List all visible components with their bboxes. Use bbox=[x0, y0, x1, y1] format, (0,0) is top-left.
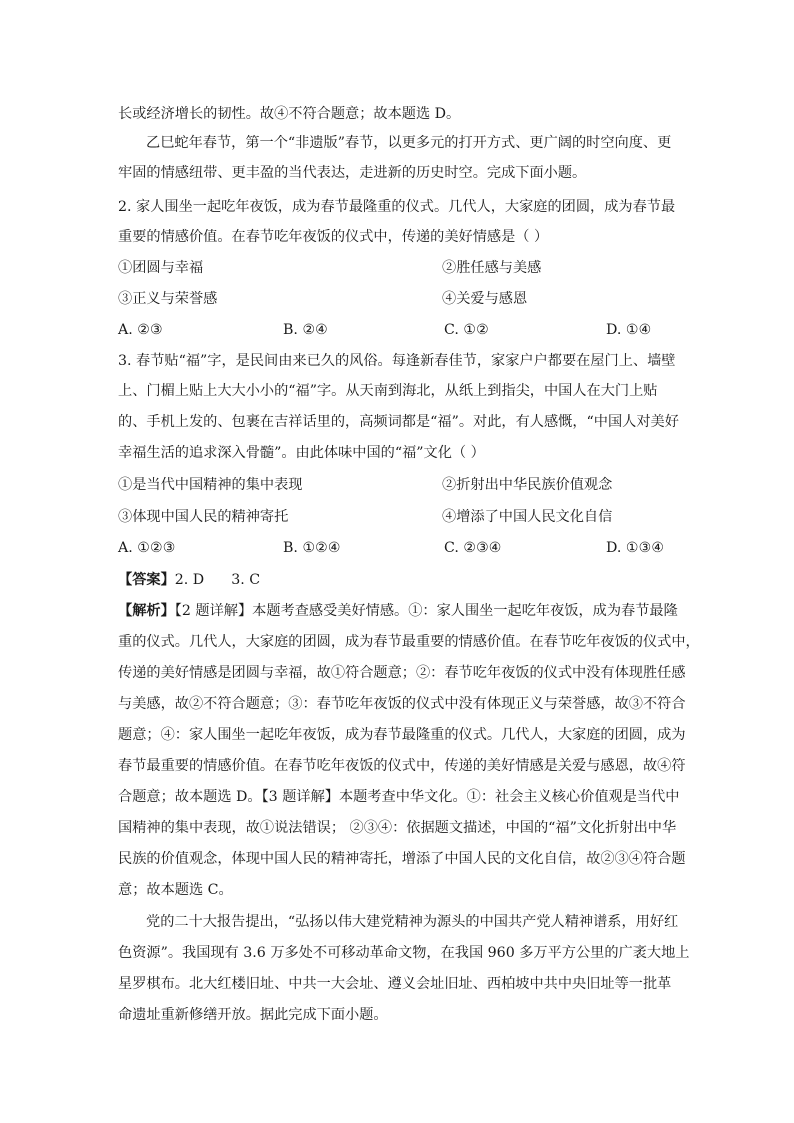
text-line: 乙巳蛇年春节，第一个“非遗版”春节，以更多元的打开方式、更广阔的时空向度、更 bbox=[146, 135, 672, 151]
question-2-stem: 重要的情感价值。在春节吃年夜饭的仪式中，传递的美好情感是（ ） bbox=[118, 229, 549, 245]
text-line: 牢固的情感纽带、更丰盈的当代表达，走进新的历史时空。完成下面小题。 bbox=[118, 165, 587, 181]
q3-option-b: B. ①②④ bbox=[283, 540, 341, 556]
analysis-label: 【解析】 bbox=[118, 603, 175, 619]
question-3-stem: 上、门楣上贴上大大小小的“福”字。从天南到海北，从纸上到指尖，中国人在大门上贴 bbox=[118, 383, 658, 399]
question-3-stem: 的、手机上发的、包裹在吉祥话里的，高频词都是“福”。对此，有人感慨，“中国人对美好 bbox=[118, 414, 679, 430]
q3-item: ③体现中国人民的精神寄托 bbox=[118, 509, 289, 525]
analysis-line: 意；故本题选 C。 bbox=[118, 882, 233, 898]
q3-item: ②折射出中华民族价值观念 bbox=[442, 477, 613, 493]
question-2-stem: 2. 家人围坐一起吃年夜饭，成为春节最隆重的仪式。几代人，大家庭的团圆，成为春节最 bbox=[118, 199, 676, 215]
analysis-line: 民族的价值观念，体现中国人民的精神寄托，增添了中国人民的文化自信，故②③④符合题 bbox=[118, 851, 686, 867]
q3-item: ④增添了中国人民文化自信 bbox=[442, 509, 613, 525]
q3-option-a: A. ①②③ bbox=[118, 540, 176, 556]
text-line: 星罗棋布。北大红楼旧址、中共一大会址、遵义会址旧址、西柏坡中共中央旧址等一批革 bbox=[118, 976, 672, 992]
text-line: 色资源”。我国现有 3.6 万多处不可移动革命文物，在我国 960 多万平方公里的广袤大地上 bbox=[118, 945, 690, 961]
q2-item: ②胜任感与美感 bbox=[442, 260, 542, 276]
analysis-line: 国精神的集中表现，故①说法错误； ②③④：依据题文描述，中国的“福”文化折射出中华 bbox=[118, 820, 677, 836]
text-line: 长或经济增长的韧性。故④不符合题意；故本题选 D。 bbox=[118, 106, 461, 122]
q2-item: ③正义与荣誉感 bbox=[118, 291, 218, 307]
analysis-line: 传递的美好情感是团圆与幸福，故①符合题意；②：春节吃年夜饭的仪式中没有体现胜任感 bbox=[118, 665, 686, 681]
analysis-text: 【2 题详解】本题考查感受美好情感。①：家人围坐一起吃年夜饭，成为春节最隆 bbox=[174, 603, 678, 619]
analysis-line: 与美感，故②不符合题意；③：春节吃年夜饭的仪式中没有体现正义与荣誉感，故③不符合 bbox=[118, 696, 686, 712]
q3-item: ①是当代中国精神的集中表现 bbox=[118, 477, 303, 493]
text-line: 党的二十大报告提出，“弘扬以伟大建党精神为源头的中国共产党人精神谱系，用好红 bbox=[146, 914, 679, 930]
analysis-line bbox=[118, 601, 678, 621]
analysis-line: 春节最重要的情感价值。在春节吃年夜饭的仪式中，传递的美好情感是关爱与感恩，故④符 bbox=[118, 758, 686, 774]
q2-option-c: C. ①② bbox=[444, 322, 489, 338]
answer-label: 【答案】 bbox=[118, 572, 175, 588]
question-3-stem: 幸福生活的追求深入骨髓”。由此体味中国的“福”文化（ ） bbox=[118, 445, 485, 461]
q2-item: ①团圆与幸福 bbox=[118, 260, 204, 276]
analysis-line: 重的仪式。几代人，大家庭的团圆，成为春节最重要的情感价值。在春节吃年夜饭的仪式中， bbox=[118, 634, 700, 650]
question-3-stem: 3. 春节贴“福”字，是民间由来已久的风俗。每逢新春佳节，家家户户都要在屋门上、墙壁 bbox=[118, 353, 676, 369]
answer-text: 2. D 3. C bbox=[174, 572, 261, 588]
q2-item: ④关爱与感恩 bbox=[442, 291, 528, 307]
q2-option-a: A. ②③ bbox=[118, 322, 163, 338]
q3-option-d: D. ①③④ bbox=[606, 540, 665, 556]
analysis-line: 题意；④：家人围坐一起吃年夜饭，成为春节最隆重的仪式。几代人，大家庭的团圆，成为 bbox=[118, 727, 686, 743]
q2-option-d: D. ①④ bbox=[606, 322, 652, 338]
answer-line bbox=[118, 570, 260, 590]
q3-option-c: C. ②③④ bbox=[444, 540, 502, 556]
q2-option-b: B. ②④ bbox=[283, 322, 328, 338]
text-line: 命遗址重新修缮开放。据此完成下面小题。 bbox=[118, 1007, 388, 1023]
analysis-line: 合题意；故本题选 D。【3 题详解】本题考查中华文化。①：社会主义核心价值观是当代中 bbox=[118, 789, 680, 805]
